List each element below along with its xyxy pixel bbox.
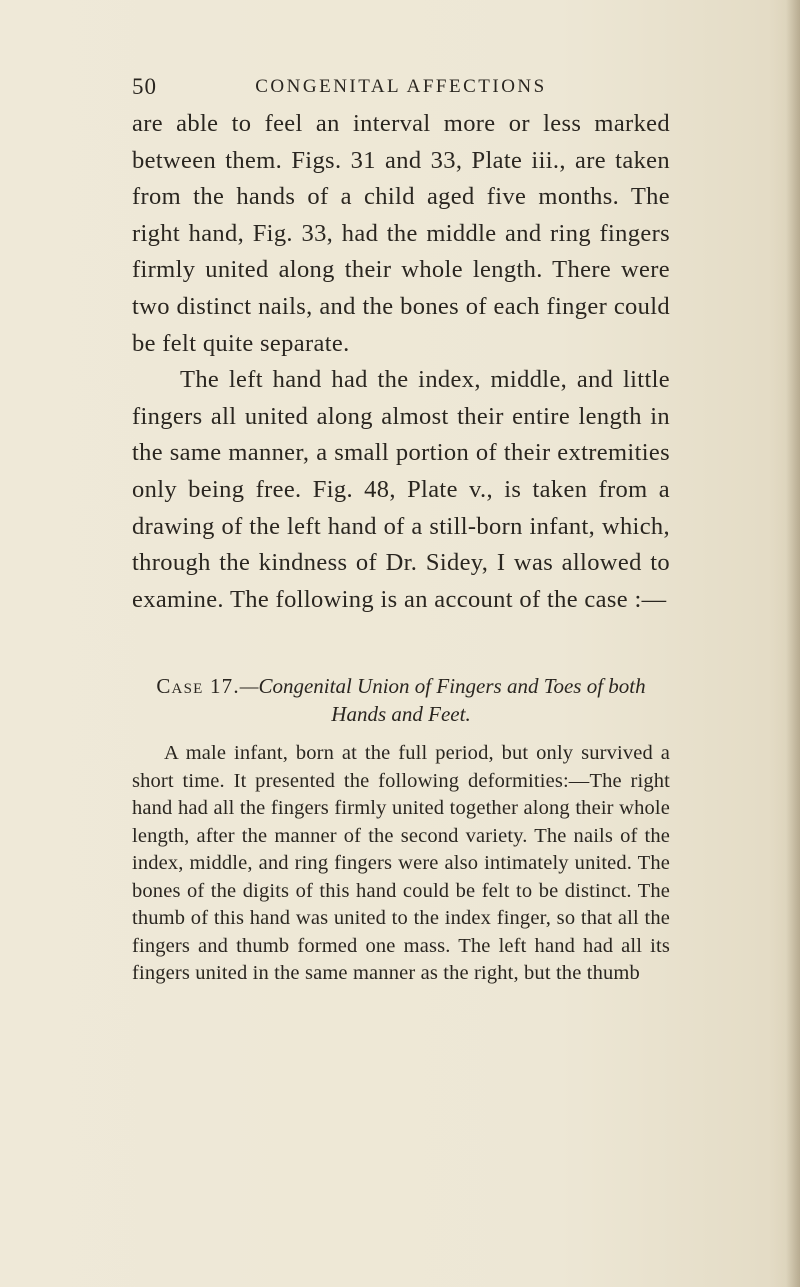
- main-text: [132, 106, 670, 618]
- case-heading: [132, 672, 670, 728]
- case-label: Case 17.: [156, 674, 240, 698]
- page-edge-shadow: [786, 0, 800, 1287]
- case-title: —Congenital Union of Fingers and Toes of both Hands and Feet.: [239, 674, 646, 726]
- running-title: CONGENITAL AFFECTIONS: [255, 76, 547, 97]
- case-report: [132, 740, 670, 988]
- paragraph: The left hand had the index, middle, and little fingers all united along almost their entire length in the same manner, a small portion of their extremities only being free. Fig. 48, Plate v., is taken from a drawing of the left hand of a still-born infant, which, through the kindness of Dr. Sidey, I was allowed to examine. The following is an account of the case :—: [132, 366, 670, 613]
- page-header: [132, 74, 670, 104]
- page-number: 50: [132, 74, 157, 99]
- paragraph: are able to feel an interval more or less marked between them. Figs. 31 and 33, Plate iii., are taken from the hands of a child aged five months. The right hand, Fig. 33, had the middle and ring fingers firmly united along their whole length. There were two distinct nails, and the bones of each finger could be felt quite separate.: [132, 110, 670, 357]
- case-paragraph: A male infant, born at the full period, but only survived a short time. It presented the following deformities:—The right hand had all the fingers firmly united together along their whole length, after the manner of the second variety. The nails of the index, middle, and ring fingers were also intimately united. The bones of the digits of this hand could be felt to be distinct. The thumb of this hand was united to the index finger, so that all the fingers and thumb formed one mass. The left hand had all its fingers united in the same manner as the right, but the thumb: [132, 742, 670, 984]
